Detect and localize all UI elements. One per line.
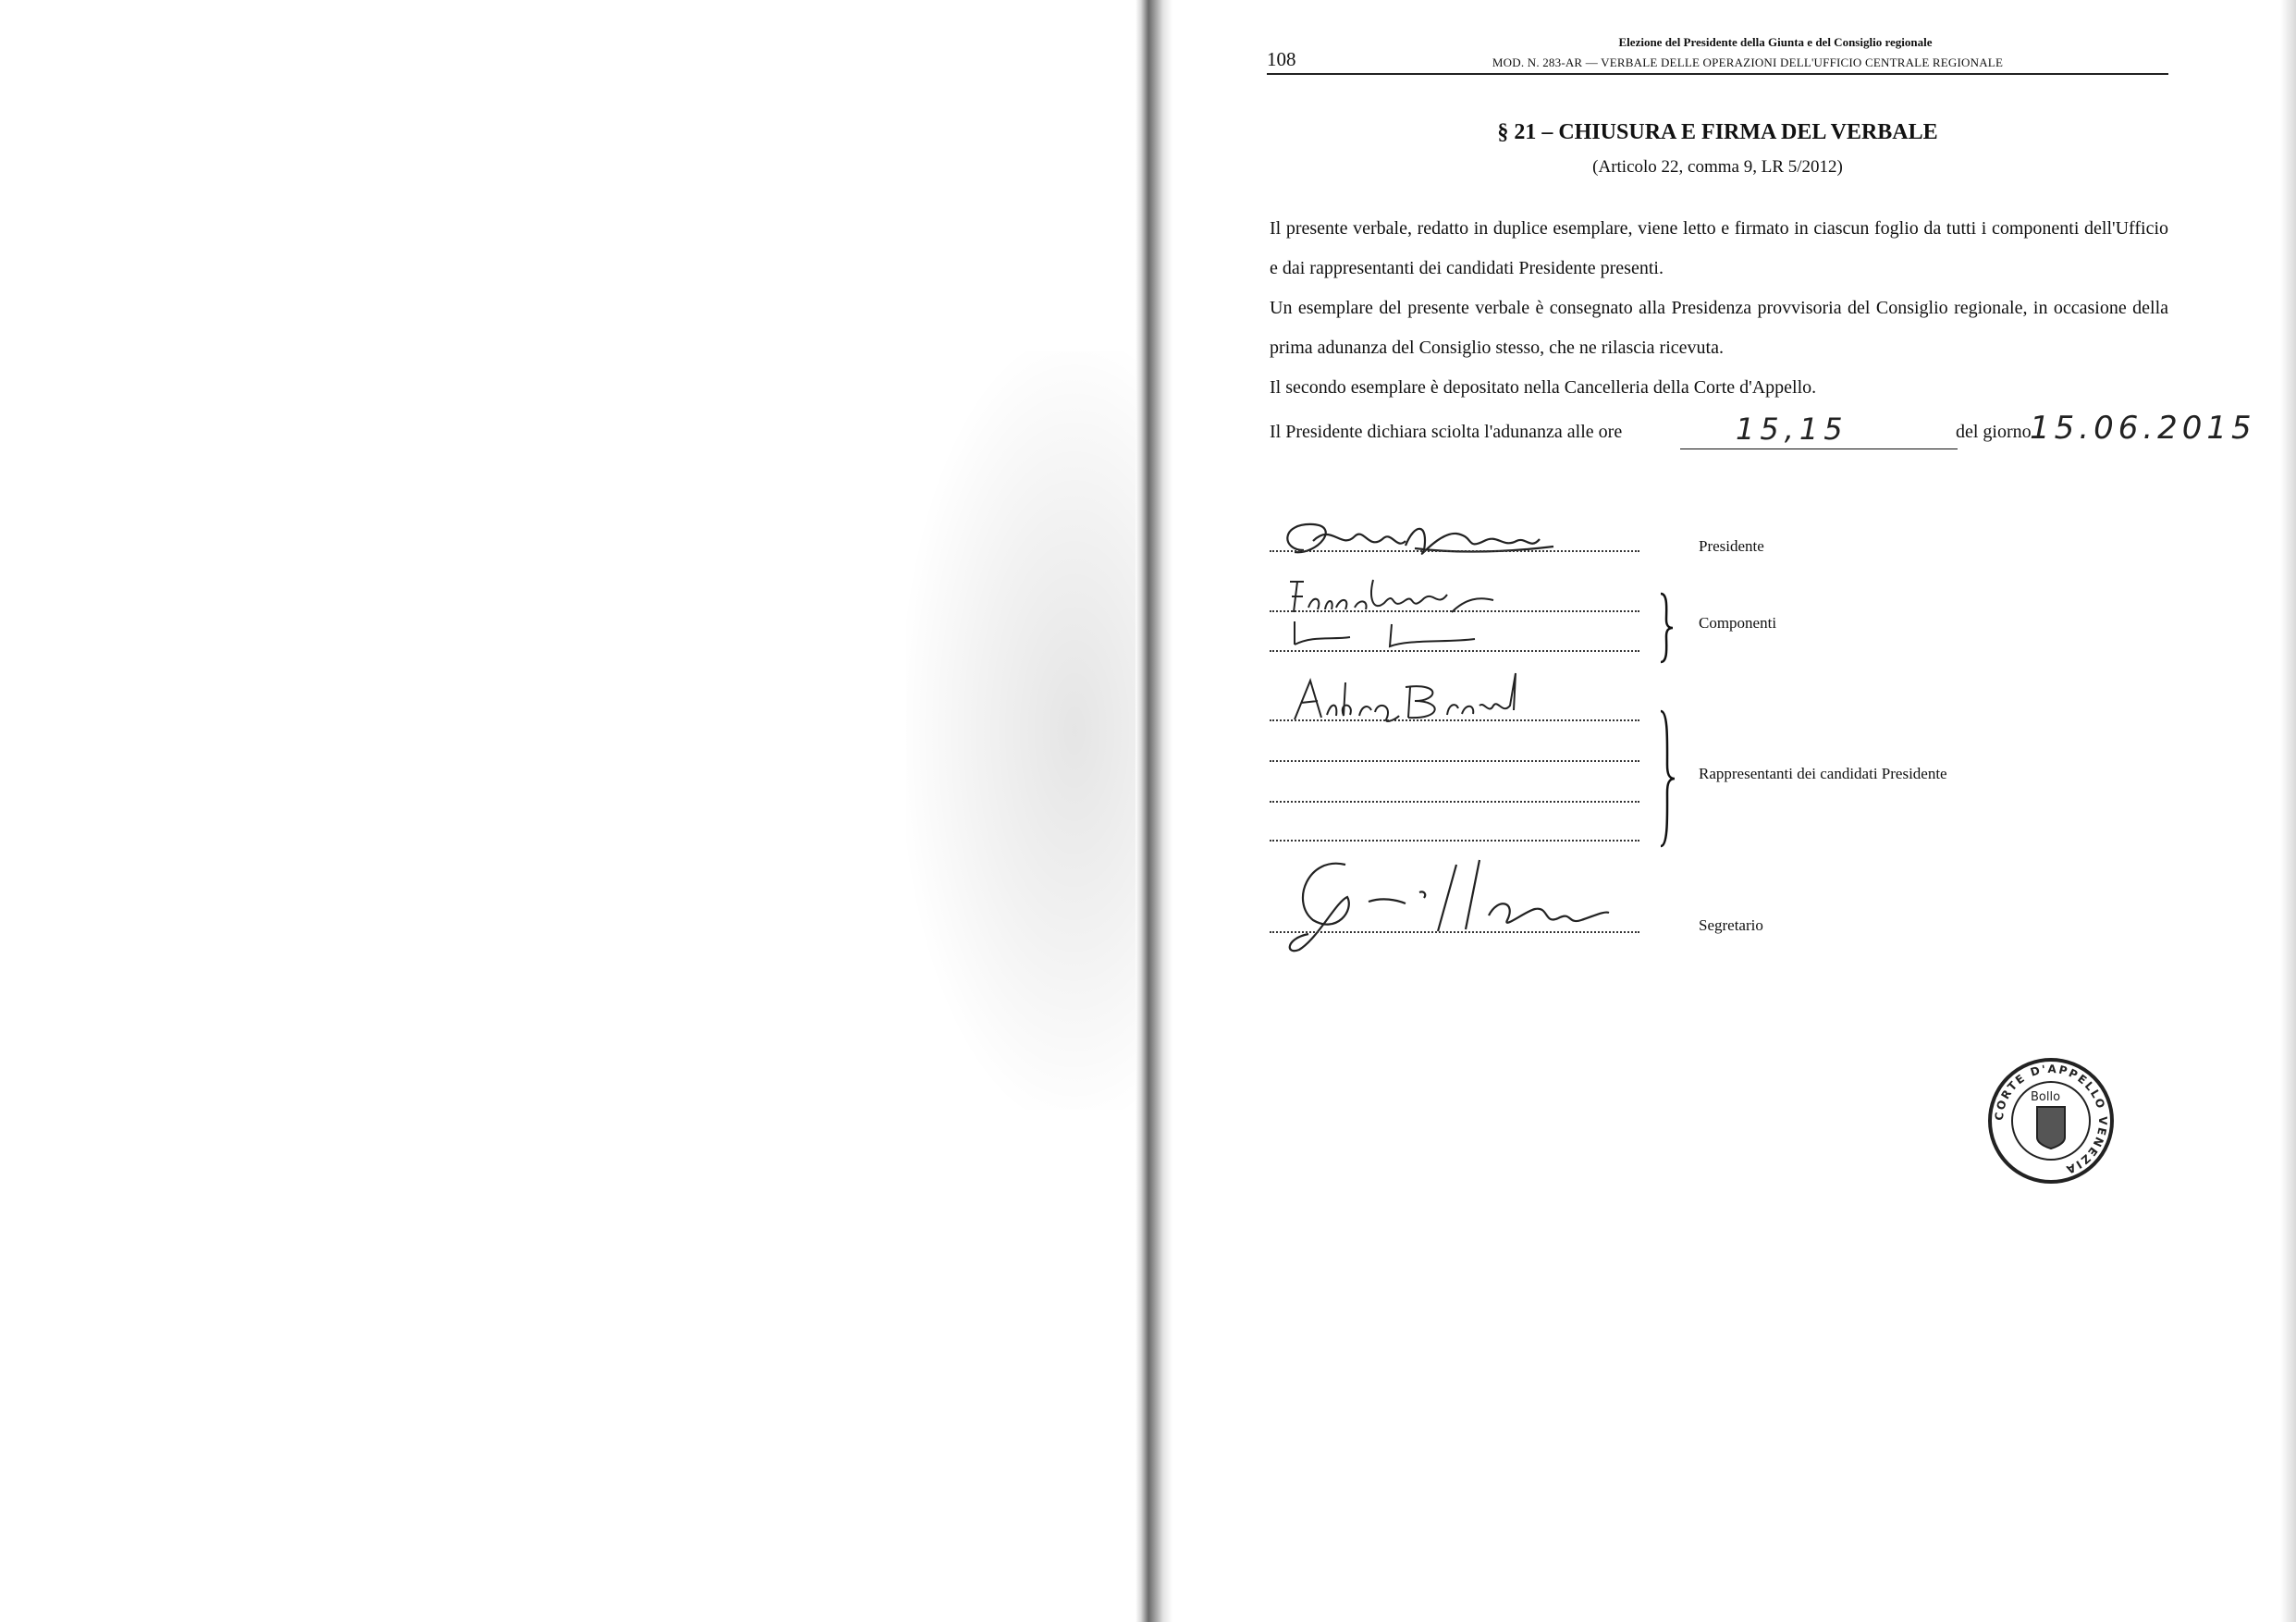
closing-label: Il Presidente dichiara sciolta l'adunanza alle ore — [1270, 422, 1623, 442]
blank-left-page — [0, 0, 1137, 1622]
presidente-signature-line — [1270, 550, 1639, 552]
section-subtitle: (Articolo 22, comma 9, LR 5/2012) — [1592, 157, 1843, 177]
rappresentante-1-signature-line — [1270, 719, 1639, 721]
rappresentante-4-signature-line — [1270, 840, 1639, 842]
segretario-label: Segretario — [1699, 916, 1763, 934]
paragraph-delivery: Un esemplare del presente verbale è consegnato alla Presidenza provvisoria del Consiglio regionale, in occasione della prima adunanza del Consiglio stesso, che ne rilascia ricevuta. — [1270, 298, 2168, 358]
page-edge — [2280, 0, 2296, 1622]
section-title: § 21 – CHIUSURA E FIRMA DEL VERBALE — [1497, 120, 1938, 144]
rappresentanti-brace — [1657, 709, 1677, 848]
rappresentante-2-signature-line — [1270, 760, 1639, 762]
presidente-signature — [1276, 513, 1572, 569]
handwritten-date: 15.06.2015 — [2030, 410, 2256, 447]
segretario-signature — [1281, 846, 1669, 957]
rappresentanti-label: Rappresentanti dei candidati Presidente — [1699, 765, 1947, 782]
handwritten-time: 15,15 — [1736, 412, 1848, 447]
book-gutter — [1136, 0, 1173, 1622]
componente-signatures — [1281, 571, 1558, 658]
componente-1-signature-line — [1270, 610, 1639, 612]
closing-statement — [1270, 408, 2256, 463]
componente-2-signature-line — [1270, 650, 1639, 652]
scan-noise — [906, 351, 1147, 1110]
header-rule — [1267, 73, 2168, 75]
segretario-signature-line — [1270, 931, 1639, 933]
page-number: 108 — [1267, 48, 1296, 70]
seal-center-text: Bollo — [2031, 1090, 2061, 1104]
seal-ring-text: CORTE D'APPELLO VENEZIA — [1992, 1062, 2110, 1177]
componenti-brace — [1657, 592, 1676, 664]
header-title: Elezione del Presidente della Giunta e del Consiglio regionale — [1618, 35, 1933, 49]
paragraph-deposit: Il secondo esemplare è depositato nella Cancelleria della Corte d'Appello. — [1270, 377, 1817, 398]
rappresentante-3-signature-line — [1270, 801, 1639, 803]
componenti-label: Componenti — [1699, 614, 1777, 632]
header-form-code: MOD. N. 283-AR — VERBALE DELLE OPERAZIONI DELL'UFFICIO CENTRALE REGIONALE — [1492, 55, 2004, 69]
date-label: del giorno — [1956, 422, 2032, 442]
time-field — [1680, 413, 1958, 449]
presidente-label: Presidente — [1699, 537, 1764, 555]
court-seal-stamp — [1986, 1056, 2116, 1186]
paragraph-signing: Il presente verbale, redatto in duplice esemplare, viene letto e firmato in ciascun foglio da tutti i componenti dell'Ufficio e dai rappresentanti dei candidati Presidente presenti. — [1270, 218, 2168, 278]
